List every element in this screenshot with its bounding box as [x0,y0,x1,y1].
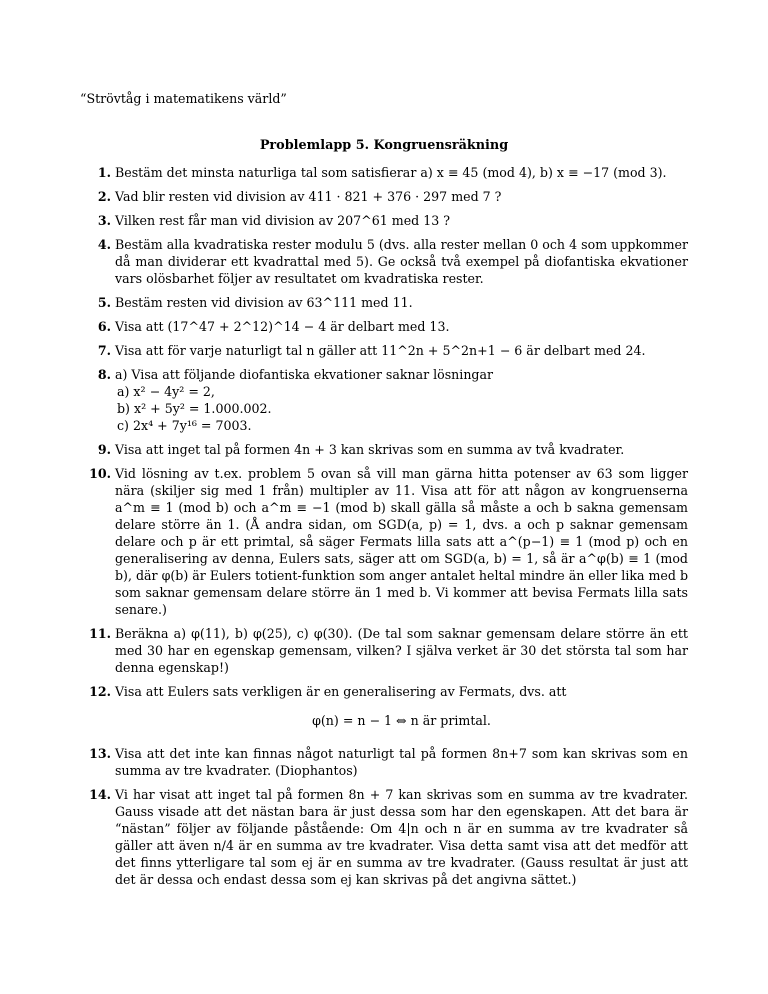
problem-number: 9. [97,442,111,457]
problem-text: Bestäm alla kvadratiska rester modulu 5 (dvs. alla rester mellan 0 och 4 som uppkommer då man dividerar ett kvadrattal med 5). Ge också två exempel på diofantiska ekvationer vars olösbarhet följer av resultatet om kvadratiska rester. [115,237,688,286]
problem-10 [80,465,688,618]
page-title: Problemlapp 5. Kongruensräkning [259,138,509,153]
problem-number: 2. [97,189,111,204]
problem-text: Bestäm resten vid division av 63^111 med 11. [115,295,413,310]
problem-11 [80,625,688,676]
problem-number: 6. [97,319,111,334]
problem-text: Visa att Eulers sats verkligen är en generalisering av Fermats, dvs. att [115,684,567,699]
problem-number: 8. [97,367,111,382]
problem-8 [80,366,688,434]
problem-number: 13. [89,746,111,761]
problem-text: a) Visa att följande diofantiska ekvationer saknar lösningar [115,367,494,382]
problem-text: Vid lösning av t.ex. problem 5 ovan så vill man gärna hitta potenser av 63 som ligger nära (skiljer sig med 1 från) multipler av 11. Visa att för att någon av kongruenserna a^m ≡ 1 (mod b) och a^m ≡ −1 (mod b) skall gälla så måste a och b sakna gemensam delare större än 1. (Å andra sidan, om SGD(a, p) = 1, dvs. a och p saknar gemensam delare och p är ett primtal, så säger Fermats lilla sats att a^(p−1) ≡ 1 (mod p) och en generalisering av denna, Eulers sats, säger att om SGD(a, b) = 1, så är a^φ(b) ≡ 1 (mod b), där φ(b) är Eulers totient-funktion som anger antalet heltal mindre än eller lika med b som saknar gemensam delare större än 1 med b. Vi kommer att bevisa Fermats lilla sats senare.) [115,466,689,617]
problem-number: 7. [97,343,111,358]
problem-text: Visa att det inte kan finnas något naturligt tal på formen 8n+7 som kan skrivas som en summa av tre kvadrater. (Diophantos) [115,746,688,778]
problem-number: 11. [89,626,111,641]
problem-6 [80,318,688,335]
problem-text: Beräkna a) φ(11), b) φ(25), c) φ(30). (De tal som saknar gemensam delare större än ett med 30 har en egenskap gemensam, vilken? I själva verket är 30 det största tal som har denna egenskap!) [115,626,688,675]
problem-4 [80,236,688,287]
sub-equation-a: a) x² − 4y² = 2, [117,384,215,399]
sub-equation-c: c) 2x⁴ + 7y¹⁶ = 7003. [117,418,252,433]
problem-text: Visa att inget tal på formen 4n + 3 kan skrivas som en summa av två kvadrater. [115,442,625,457]
problem-3 [80,212,688,229]
problem-7 [80,342,688,359]
course-header: “Strövtåg i matematikens värld” [80,91,287,106]
problem-number: 3. [97,213,111,228]
problem-number: 12. [89,684,111,699]
problem-number: 10. [89,466,111,481]
problem-text: Vad blir resten vid division av 411 · 821 + 376 · 297 med 7 ? [115,189,502,204]
problem-2 [80,188,688,205]
problem-5 [80,294,688,311]
problem-text: Vilken rest får man vid division av 207^61 med 13 ? [115,213,450,228]
problem-13 [80,745,688,779]
problem-text: Visa att för varje naturligt tal n gäller att 11^2n + 5^2n+1 − 6 är delbart med 24. [115,343,646,358]
problem-text: Bestäm det minsta naturliga tal som satisfierar a) x ≡ 45 (mod 4), b) x ≡ −17 (mod 3). [115,165,667,180]
problem-number: 5. [97,295,111,310]
problem-number: 14. [89,787,111,802]
problem-9 [80,441,688,458]
problem-text: Visa att (17^47 + 2^12)^14 − 4 är delbart med 13. [115,319,450,334]
problem-1 [80,164,688,181]
problem-number: 4. [97,237,111,252]
problem-list [80,164,688,895]
problem-14 [80,786,688,888]
problem-number: 1. [97,165,111,180]
problem-text: Vi har visat att inget tal på formen 8n + 7 kan skrivas som en summa av tre kvadrater. Gauss visade att det nästan bara är just dessa som har den egenskapen. Att det bara är “nästan” följer av följande påstående: Om 4|n och n är en summa av tre kvadrater så gäller att även n/4 är en summa av tre kvadrater. Visa detta samt visa att det medför att det finns ytterligare tal som ej är en summa av tre kvadrater. (Gauss resultat är just att det är dessa och endast dessa som ej kan skrivas på det angivna sättet.) [115,787,688,887]
problem-12 [80,683,688,729]
display-formula: φ(n) = n − 1 ⇔ n är primtal. [312,713,491,728]
sub-equation-b: b) x² + 5y² = 1.000.002. [117,401,272,416]
